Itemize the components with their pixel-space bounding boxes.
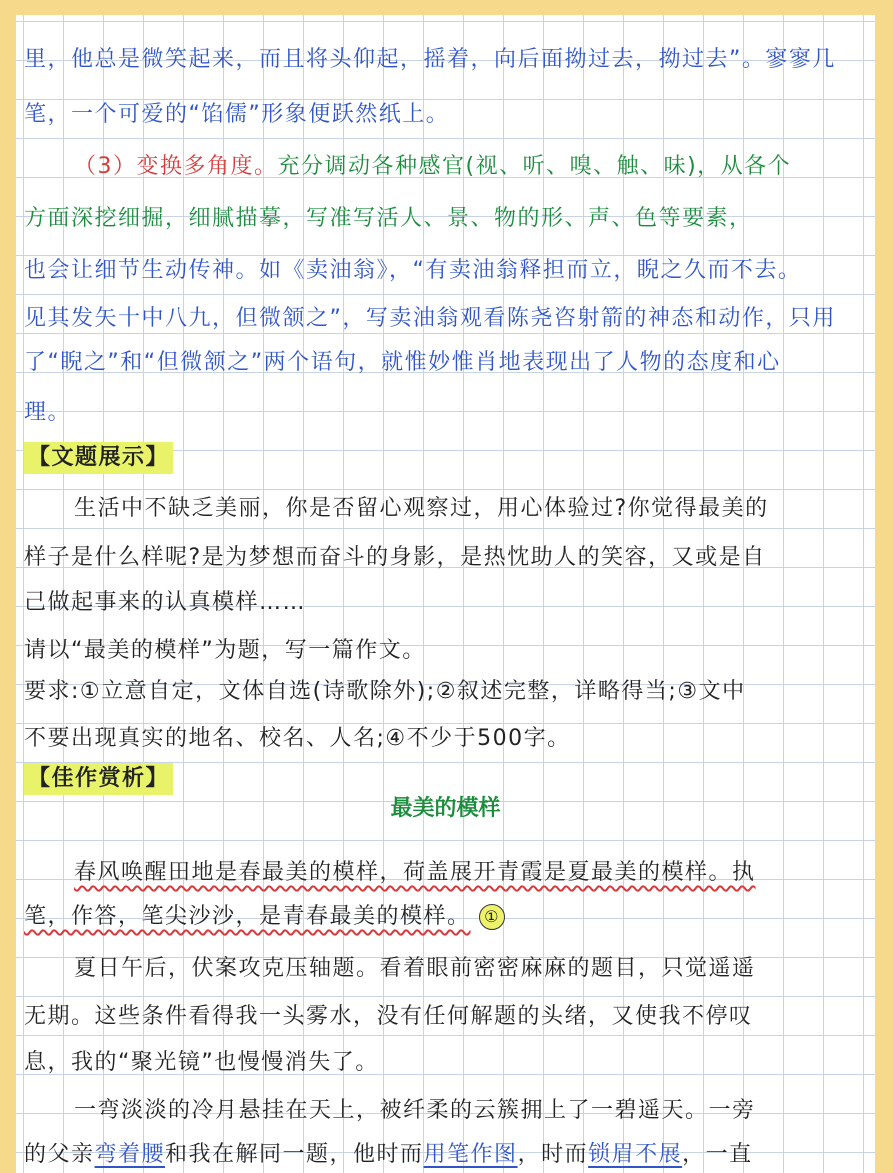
- text-line: 也会让细节生动传神。如《卖油翁》，“有卖油翁释担而立，睨之久而不去。: [24, 258, 802, 283]
- notebook-page: [16, 15, 875, 1173]
- text-line: 夏日午后，伏案攻克压轴题。看着眼前密密麻麻的题目，只觉遥遥: [74, 956, 756, 981]
- text-line: 样子是什么样呢?是为梦想而奋斗的身影，是热忱助人的笑容，又或是自: [24, 545, 766, 570]
- text-line: 不要出现真实的地名、校名、人名;④不少于500字。: [24, 726, 571, 751]
- text-line: 一弯淡淡的冷月悬挂在天上，被纤柔的云簇拥上了一碧遥天。一旁: [74, 1098, 756, 1123]
- text-line: 里，他总是微笑起来，而且将头仰起，摇着，向后面拗过去，拗过去”。寥寥几: [24, 47, 836, 72]
- text-line: 要求:①立意自定，文体自选(诗歌除外);②叙述完整，详略得当;③文中: [24, 679, 746, 704]
- text-line: [74, 145, 869, 189]
- highlighted-phrase: 弯着腰: [94, 1142, 166, 1167]
- section-label: 【文题展示】: [24, 442, 173, 474]
- text-line: 见其发矢十中八九，但微颔之”，写卖油翁观看陈尧咨射箭的神态和动作，只用: [24, 306, 836, 331]
- text-line: 息，我的“聚光镜”也慢慢消失了。: [24, 1050, 379, 1075]
- essay-title: 最美的模样: [390, 796, 501, 821]
- text-line: 理。: [24, 400, 72, 425]
- text-line: 生活中不缺乏美丽，你是否留心观察过，用心体验过?你觉得最美的: [74, 496, 769, 521]
- highlighted-phrase: 用笔作图: [423, 1142, 518, 1167]
- text-span: ，时而: [517, 1142, 589, 1167]
- text-line: 请以“最美的模样”为题，写一篇作文。: [24, 638, 426, 663]
- text-line: 方面深挖细掘，细腻描摹，写准写活人、景、物的形、声、色等要素，: [24, 206, 753, 231]
- text-line: 笔，一个可爱的“馅儒”形象便跃然纸上。: [24, 102, 450, 127]
- method-label: （3）变换多角度。: [74, 154, 278, 179]
- text-span: ，一直: [682, 1142, 753, 1167]
- text-span: 的父亲: [24, 1142, 95, 1167]
- highlighted-phrase: 锁眉不展: [588, 1142, 683, 1167]
- text-span: 充分调动各种感官(视、听、嗅、触、味)，从各个: [277, 154, 792, 179]
- underlined-sentence: 春风唤醒田地是春最美的模样，荷盖展开青霞是夏最美的模样。执: [74, 860, 756, 885]
- text-line: [74, 851, 869, 895]
- text-line: 了“睨之”和“但微颔之”两个语句，就惟妙惟肖地表现出了人物的态度和心: [24, 350, 781, 375]
- text-line: [24, 895, 869, 939]
- section-heading: [24, 436, 869, 480]
- text-line: 己做起事来的认真模样……: [24, 590, 307, 615]
- underlined-sentence: 笔，作答，笔尖沙沙，是青春最美的模样。: [24, 904, 471, 929]
- text-line: [24, 1133, 869, 1173]
- text-line: 无期。这些条件看得我一头雾水，没有任何解题的头绪，又使我不停叹: [24, 1004, 753, 1029]
- section-label: 【佳作赏析】: [24, 763, 173, 795]
- annotation-marker: ①: [479, 904, 505, 930]
- text-span: 和我在解同一题，他时而: [165, 1142, 424, 1167]
